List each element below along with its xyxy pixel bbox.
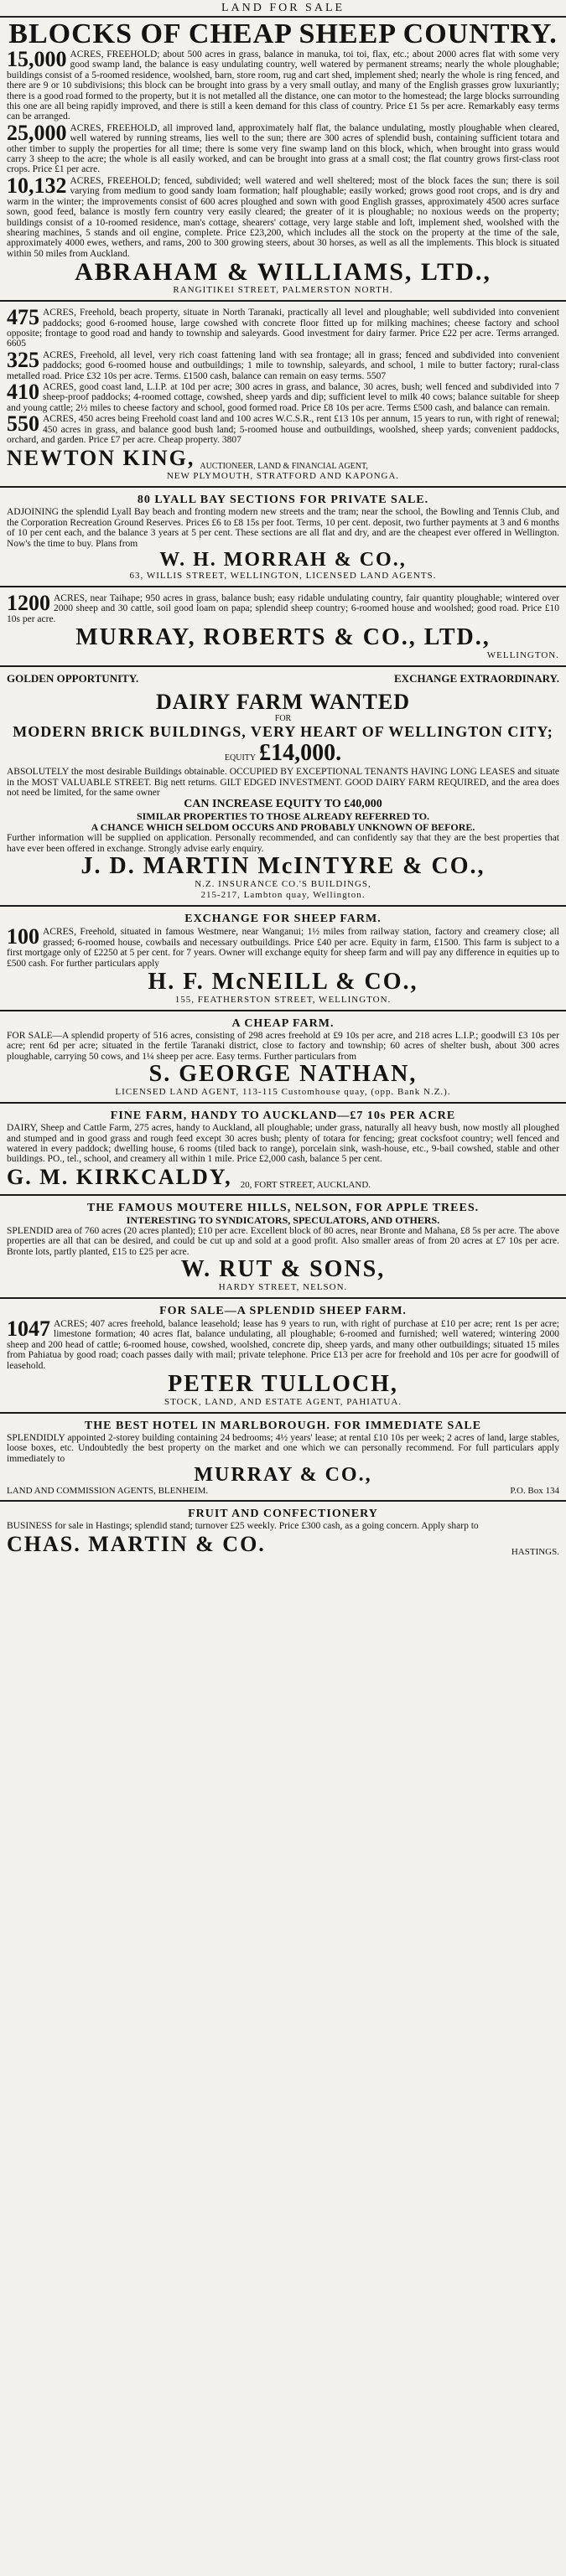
ad-dairy-farm-wanted	[0, 688, 566, 903]
lot-listing	[7, 120, 559, 175]
advertiser-block	[7, 446, 559, 471]
advertiser-address: 20, FORT STREET, AUCKLAND.	[240, 1179, 371, 1190]
ad-for-label: FOR	[274, 714, 292, 724]
advertiser-address: HARDY STREET, NELSON.	[218, 1281, 348, 1292]
ad-highlight: CAN INCREASE EQUITY TO £40,000	[184, 798, 382, 811]
ad-title: FOR SALE—A SPLENDID SHEEP FARM.	[159, 1304, 407, 1317]
ad-text: SPLENDIDLY appointed 2-storey building containing 24 bedrooms; 4½ years' lease; at rental £10 10s per week; 2 acres of land, large stables, loose boxes, etc. Undoubtedly the best property on the market and one which we can personally recommend. For full particulars apply immediately to	[7, 1433, 559, 1464]
lot-acres: 475	[7, 305, 39, 330]
lot-acres: 550	[7, 411, 39, 437]
advertiser-name: G. M. KIRKCALDY,	[7, 1164, 232, 1189]
advertiser-address: 215-217, Lambton quay, Wellington.	[200, 890, 366, 901]
ad-text: DAIRY, Sheep and Cattle Farm, 275 acres, handy to Auckland, all ploughable; under grass, naturally all heavy bush, now mostly all ploughed and stumped and in good grass and rough feed except 30 acres bush; plenty of totara for fencing; great cocksfoot country; well fenced and watered in every paddock; dwelling house, 6 rooms (tiled back to range), porcelain sink, wash-house, etc., 9-bail cowshed, stable and other buildings. PO., tel., school, and creamery all within 1 mile. Price £2,000 cash, balance 5 per cent.	[7, 1123, 559, 1165]
ad-highlight: A CHANCE WHICH SELDOM OCCURS AND PROBABLY UNKNOWN OF BEFORE.	[91, 821, 475, 834]
ad-lyall-bay	[0, 490, 566, 583]
ad-text: FOR SALE—A splendid property of 516 acres, consisting of 298 acres freehold at £9 10s per acre, and 218 acres L.I.P.; goodwill £3 10s per acre; rent 6d per acre; situated in the fertile Taranaki district, close to factory and township; 60 acres of shelter bush, about 300 acres ploughable, carrying 50 cows, and 1¼ sheep per acre. Easy terms. Further particulars from	[7, 1030, 559, 1062]
lot-listing	[7, 379, 559, 413]
lot-listing	[7, 593, 559, 624]
ad-title: 80 LYALL BAY SECTIONS FOR PRIVATE SALE.	[137, 494, 429, 507]
ad-highlight: SIMILAR PROPERTIES TO THOSE ALREADY REFERRED TO.	[136, 810, 430, 823]
heading-right: EXCHANGE EXTRAORDINARY.	[394, 672, 559, 685]
ad-text: ADJOINING the splendid Lyall Bay beach and fronting modern new streets and the tram; near the school, the Bowling and Tennis Club, and the Corporation Recreation Ground Reserves. Prices £6 to £8 15s per foot. Terms, 10 per cent. deposit, two further payments at 3 and 6 months of 10 per cent each, and the balance 3 years at 5 per cent. These sections are all flat and dry, and are the cheapest ever offered in Wellington. Now's the time to buy. Plans from	[7, 507, 559, 549]
ad-fruit-confectionery	[0, 1504, 566, 1558]
lot-description: ACRES, Freehold, situated in famous Westmere, near Wanganui; 1½ miles from railway station, factory and creamery close; all grassed; 6-roomed house, cowbails and necessary outbuildings. Price £40 per acre. Equity in farm, £1500. This farm is subject to a first mortgage only of £2250 at 5 per cent. for 7 years. Owner will exchange equity for sheep farm and will pay any difference in equities up to £500 cash. For further particulars apply	[7, 927, 559, 969]
lot-acres: 1047	[7, 1316, 50, 1341]
advertiser-address: RANGITIKEI STREET, PALMERSTON NORTH.	[173, 285, 393, 296]
lot-acres: 1200	[7, 591, 50, 616]
advertiser-name: PETER TULLOCH,	[168, 1371, 398, 1397]
ad-text: BUSINESS for sale in Hastings; splendid stand; turnover £25 weekly. Price £300 cash, as a going concern. Apply sharp to	[7, 1521, 479, 1532]
lot-listing	[7, 411, 559, 445]
lot-description: ACRES, FREEHOLD, all improved land, approximately half flat, the balance undulating, mostly ploughable when cleared, well watered by running streams, lies well to the sun; there are 300 acres of splendid bush, containing sufficient totara and other timber to supply the properties for all time; there is some very fine swamp land on this block, which, when brought into grass would carry 3 sheep to the acre; the whole is all easily worked, and can be brought into grass at a small cost; the flat country grows first-class root crops. Price £1 per acre.	[7, 122, 559, 175]
divider	[0, 586, 566, 587]
lot-listing	[7, 49, 559, 122]
ad-subtitle: INTERESTING TO SYNDICATORS, SPECULATORS, AND OTHERS.	[126, 1213, 440, 1226]
ad-title: A CHEAP FARM.	[231, 1016, 335, 1030]
ad-heading-row	[0, 670, 566, 688]
equity-value: £14,000.	[259, 740, 342, 767]
lot-acres: 100	[7, 924, 39, 949]
advertiser-name: ABRAHAM & WILLIAMS, LTD.,	[75, 258, 491, 287]
lot-listing	[7, 924, 559, 969]
lot-listing	[7, 305, 559, 349]
heading-left: GOLDEN OPPORTUNITY.	[7, 672, 139, 685]
advertiser-block	[7, 1165, 559, 1190]
advertiser-name: MURRAY, ROBERTS & CO., LTD.,	[75, 624, 491, 651]
advertiser-address: LAND AND COMMISSION AGENTS, BLENHEIM.	[7, 1486, 209, 1497]
ad-title: THE BEST HOTEL IN MARLBOROUGH. FOR IMMEDIATE SALE	[84, 1420, 482, 1432]
advertiser-address: N.Z. INSURANCE CO.'S BUILDINGS,	[195, 879, 371, 890]
advertiser-name: W. RUT & SONS,	[180, 1255, 386, 1282]
equity-block	[7, 740, 559, 767]
advertiser-address: HASTINGS.	[511, 1546, 559, 1557]
lot-acres: 10,132	[7, 173, 67, 198]
advertiser-block	[7, 1532, 559, 1557]
advertiser-name: CHAS. MARTIN & CO.	[7, 1531, 266, 1556]
ad-subtitle: MODERN BRICK BUILDINGS, VERY HEART OF WELLINGTON CITY;	[13, 723, 553, 741]
advertiser-name: MURRAY & CO.,	[194, 1464, 372, 1487]
equity-label: EQUITY	[224, 753, 257, 763]
advertiser-name: NEWTON KING,	[7, 446, 195, 471]
ad-title: THE FAMOUS MOUTERE HILLS, NELSON, FOR APPLE TREES.	[86, 1201, 480, 1214]
ad-taihape	[0, 590, 566, 663]
lot-description: ACRES, 450 acres being Freehold coast land and 100 acres W.C.S.R., rent £13 10s per annum, 15 years to run, with right of renewal; 450 acres in grass, and balance good bush land; 5-roomed house and outbuildings, woolshed, sheep yards; convenient paddocks, orchard, and garden. Price £7 per acre. Cheap property. 3807	[7, 414, 559, 445]
lot-acres: 15,000	[7, 47, 67, 71]
advertiser-address: 155, FEATHERSTON STREET, WELLINGTON.	[174, 994, 392, 1005]
divider	[0, 1010, 566, 1011]
advertiser-name: H. F. McNEILL & CO.,	[148, 968, 418, 995]
ad-cheap-farm	[0, 1014, 566, 1099]
ad-exchange-sheep-farm	[0, 909, 566, 1007]
advertiser-name: J. D. MARTIN McINTYRE & CO.,	[80, 853, 486, 880]
divider	[0, 1102, 566, 1104]
divider	[0, 300, 566, 302]
ad-title: FINE FARM, HANDY TO AUCKLAND—£7 10s PER ACRE	[110, 1110, 456, 1123]
ad-farm-auckland	[0, 1106, 566, 1192]
advertiser-address: LICENSED LAND AGENT, 113-115 Customhouse quay, (opp. Bank N.Z.).	[115, 1087, 451, 1098]
ad-cheap-sheep-country	[0, 18, 566, 297]
lot-description: ACRES, Freehold, beach property, situate in North Taranaki, practically all level and ploughable; well subdivided into convenient paddocks; good 6-roomed house, large cowshed with concrete floor fitted up for milking machines; cheese factory and school opposite; frontage to good road and handy to township and saleyards. Good investment for dairy farmer. Price £22 per acre. Terms arranged. 6605	[7, 308, 559, 349]
lot-acres: 25,000	[7, 120, 67, 145]
lot-description: ACRES, FREEHOLD; fenced, subdivided; well watered and well sheltered; most of the block faces the sun; there is soil varying from medium to good sandy loam formation; half ploughable; easily worked; grows good root crops, and is dry and warm in the winter; the improvements consist of 600 acres ploughed and sown with good English grasses, approximately 4500 acres surface sown, good feed, balance is mostly fern country very easily cleared; the greater of it is ploughable; no noxious weeds on the property; buildings consist of a 10-roomed residence, man's cottage, shearers' cottage, very large stable and loft, implement shed, woolshed with the shearing machines, 5 stands and oil engine, complete. Price £23,200, which includes all the stock on the property at the time of the sale, approximately 4000 ewes, wethers, and rams, 200 to 300 growing steers, about 30 horses, as well as all the implements. This block is situated within 50 miles from Auckland.	[7, 175, 559, 259]
divider	[0, 665, 566, 667]
ad-title: EXCHANGE FOR SHEEP FARM.	[184, 913, 382, 926]
ad-text: ABSOLUTELY the most desirable Buildings obtainable. OCCUPIED BY EXCEPTIONAL TENANTS HAVING LONG LEASES and situate in the MOST VALUABLE STREET. Big nett returns. GILT EDGED INVESTMENT. GOOD DAIRY FARM REQUIRED, and the area does not need be limited, for the same owner	[7, 767, 559, 799]
po-box: P.O. Box 134	[510, 1486, 559, 1497]
section-header: LAND FOR SALE	[0, 0, 566, 18]
lot-listing	[7, 173, 559, 259]
advertiser-address: NEW PLYMOUTH, STRATFORD AND KAPONGA.	[166, 471, 400, 482]
ad-marlborough-hotel	[0, 1416, 566, 1497]
lot-description: ACRES, near Taihape; 950 acres in grass, balance bush; easy ridable undulating country, fair quantity ploughable; wintered over 2000 sheep and 30 cattle, soil good loam on papa; splendid sheep country; 6-roomed house and woolshed; good road. Price £10 10s per acre.	[7, 593, 559, 624]
lot-listing	[7, 1316, 559, 1371]
divider	[0, 1500, 566, 1502]
advertiser-name: S. GEORGE NATHAN,	[148, 1061, 418, 1088]
lot-description: ACRES, Freehold, all level, very rich coast fattening land with sea frontage; all in grass; fenced and subdivided into convenient paddocks; good 6-roomed house and outbuildings; 1 mile to township, saleyards, and school, 1 mile to butter factory; rural-class metalled road. Price £32 10s per acre. Terms. £1500 cash, balance can remain on easy terms. 5507	[7, 349, 559, 381]
lot-description: ACRES, FREEHOLD; about 500 acres in grass, balance in manuka, toi toi, flax, etc.; about 2000 acres flat with some very good swamp land, the balance is easy undulating country, well watered by permanent streams; nearly the whole ploughable; buildings consist of a 5-roomed residence, woolshed, barn, store room, rug and cart shed, implement shed; nearly the whole is ring fenced, and there are 9 or 10 subdivisions; this block can be brought into grass by a very small outlay, and many of the English grasses grow luxuriantly; there is a good road formed to the property, but it is not metalled all the distance, one can motor to the homestead; the large blocks surrounding this one are all being rapidly improved, and there is still a keen demand for this class of country. Price £1 5s per acre. Remarkably easy terms can be arranged.	[7, 49, 559, 122]
ad-title: FRUIT AND CONFECTIONERY	[188, 1508, 378, 1521]
lot-acres: 325	[7, 347, 39, 372]
advertiser-address: STOCK, LAND, AND ESTATE AGENT, PAHIATUA.	[164, 1397, 402, 1407]
advertiser-description: AUCTIONEER, LAND & FINANCIAL AGENT,	[200, 462, 368, 472]
lot-listing	[7, 347, 559, 381]
ad-moutere-hills	[0, 1198, 566, 1295]
divider	[0, 1297, 566, 1299]
ad-title: DAIRY FARM WANTED	[155, 690, 411, 715]
ad-taranaki-farms	[0, 304, 566, 484]
advertiser-address: WELLINGTON.	[486, 650, 559, 661]
advertiser-name: W. H. MORRAH & CO.,	[159, 549, 407, 572]
lot-description: ACRES; 407 acres freehold, balance leasehold; lease has 9 years to run, with right of purchase at £10 per acre; rent 1s per acre; limestone formation; 40 acres flat, balance undulating, all ploughable; 6-roomed and furnished; well watered; wintering 2000 sheep and 200 head of cattle; 6-roomed house, cowshed, woolshed, concrete dip, sheep yards, and many other outbuildings; situated 15 miles from Pahiatua by good road; coach passes daily with mail; private telephone. Price £13 per acre for freehold and 10s per acre for goodwill of leasehold.	[7, 1318, 559, 1371]
divider	[0, 905, 566, 907]
advertiser-address: 63, WILLIS STREET, WELLINGTON, LICENSED LAND AGENTS.	[129, 571, 437, 582]
ad-text: Further information will be supplied on application. Personally recommended, and can confidently say that they are the best properties that have ever been offered in exchange. Strongly advise early enquiry.	[7, 833, 559, 854]
ad-title: BLOCKS OF CHEAP SHEEP COUNTRY.	[8, 18, 558, 49]
divider	[0, 1194, 566, 1196]
lot-acres: 410	[7, 379, 39, 404]
divider	[0, 486, 566, 488]
ad-sheep-farm-pahiatua	[0, 1301, 566, 1410]
lot-description: ACRES, good coast land, L.I.P. at 10d per acre; 300 acres in grass, and balance, 30 acres, bush; well fenced and subdivided into 7 sheep-proof paddocks; 4-roomed cottage, cowshed, sheep yards and dip; sufficient level to milk 40 cows; balance suitable for sheep and young cattle; 2½ miles to cheese factory and school, good formed road. Price £8 10s per acre. Terms £500 cash, and balance can remain.	[7, 381, 559, 413]
divider	[0, 1412, 566, 1414]
advertiser-meta	[7, 1486, 559, 1496]
ad-text: SPLENDID area of 760 acres (20 acres planted); £10 per acre. Excellent block of 80 acres, near Bronte and Mahana, £8 5s per acre. The above properties are all that can be desired, and could be cut up and sold at a good profit. Also smaller areas of from 20 acres at £7 10s per acre. Bronte lots, partly planted, £15 to £25 per acre.	[7, 1225, 559, 1257]
